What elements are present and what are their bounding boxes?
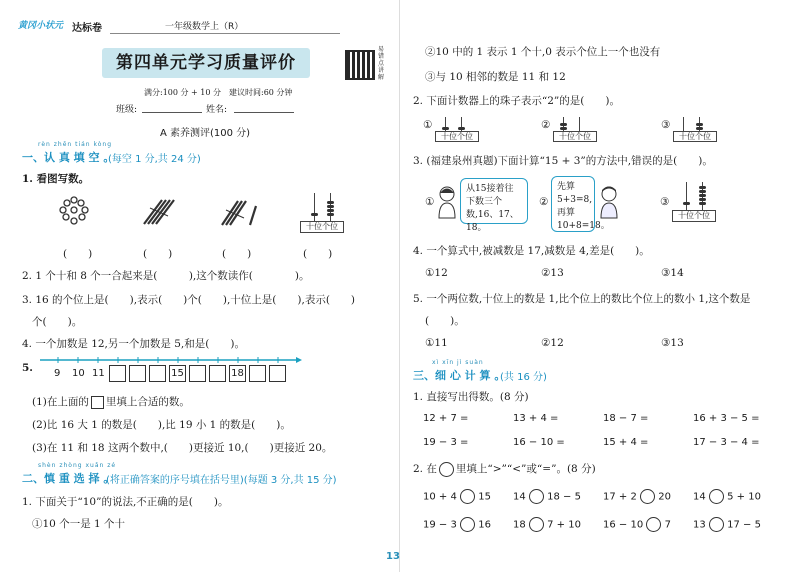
p2-q4-opt1[interactable]: ①12 [425, 267, 448, 279]
nl-box-15: 15 [169, 365, 186, 382]
calc-r1-c2[interactable]: 13 + 4 = [513, 413, 559, 424]
q3-opt3-label[interactable]: ③ [660, 196, 670, 208]
brand-logo: 黄冈小状元 [18, 21, 64, 31]
p1-q5-label: 5. [22, 362, 33, 374]
q3-abacus: 十位个位 [672, 182, 716, 224]
inline-box-icon [91, 396, 104, 409]
p2-q5-opt1[interactable]: ①11 [425, 337, 448, 349]
p3-q2 [413, 461, 596, 477]
q2-option-1[interactable]: ① 十位个位 [423, 117, 483, 143]
part2-pinyin: shèn zhòng xuǎn zé [38, 462, 117, 469]
child-avatar-1-icon [436, 185, 458, 219]
q2-option-3[interactable]: ③ 十位个位 [661, 117, 721, 143]
nl-box-19[interactable] [249, 365, 266, 382]
part2-note: (将正确答案的序号填在括号里)(每题 3 分,共 15 分) [106, 475, 337, 486]
part1-pinyin: rèn zhēn tián kòng [38, 141, 113, 148]
q2-option-2[interactable]: ② 十位个位 [541, 117, 601, 143]
cmp-r1-c1: 10 + 4 15 [423, 489, 491, 504]
calc-r1-c4[interactable]: 16 + 3 − 5 = [693, 413, 760, 424]
p2-q4-opt3[interactable]: ③14 [661, 267, 684, 279]
calc-r2-c3[interactable]: 15 + 4 = [603, 437, 649, 448]
stick-bundle-extra-icon [218, 198, 260, 228]
p2-q2: 2. 下面计数器上的珠子表示“2”的是( )。 [413, 95, 620, 107]
subject-label: 一年级数学上（R） [165, 22, 244, 32]
cmp-circle[interactable] [529, 489, 544, 504]
nl-box-14[interactable] [149, 365, 166, 382]
cmp-circle[interactable] [460, 489, 475, 504]
p2-q1-opt2[interactable]: ②10 中的 1 表示 1 个十,0 表示个位上一个也没有 [425, 46, 661, 58]
calc-r1-c1[interactable]: 12 + 7 = [423, 413, 469, 424]
nl-9: 9 [54, 368, 61, 379]
cmp-r2-c4: 13 17 − 5 [693, 517, 761, 532]
p1-q3a: 3. 16 的个位上是( ),表示( )个( ),十位上是( ),表示( ) [22, 294, 356, 306]
p1-q5-3: (3)在 11 和 18 这两个数中,( )更接近 10,( )更接近 20。 [32, 442, 333, 454]
cmp-r1-c3: 17 + 2 20 [603, 489, 671, 504]
stick-bundle-icon [140, 198, 176, 226]
p2-q1-opt3[interactable]: ③与 10 相邻的数是 11 和 12 [425, 71, 566, 83]
p2-q5-opt3[interactable]: ③13 [661, 337, 684, 349]
p1-q1: 1. 看图写数。 [22, 173, 90, 185]
part3-pinyin: xì xīn jì suàn [432, 359, 484, 366]
section-a-title: A 素养测评(100 分) [160, 128, 251, 139]
q3-opt1-label[interactable]: ① [425, 196, 435, 208]
cmp-r2-c2: 18 7 + 10 [513, 517, 581, 532]
nl-box-16[interactable] [189, 365, 206, 382]
part2-title: 二、慎 重 选 择 。 [22, 472, 115, 485]
part3-note: (共 16 分) [500, 372, 547, 383]
part3-title: 三、细 心 计 算 。 [413, 369, 506, 382]
cmp-circle[interactable] [709, 489, 724, 504]
cmp-circle[interactable] [646, 517, 661, 532]
q3-opt2-label[interactable]: ② [539, 196, 549, 208]
nl-box-17[interactable] [209, 365, 226, 382]
nl-11: 11 [92, 368, 105, 379]
cmp-r2-c3: 16 − 10 7 [603, 517, 671, 532]
cmp-r2-c1: 19 − 3 16 [423, 517, 491, 532]
q1-blank-1[interactable]: ( ) [63, 248, 93, 260]
score-info: 满分:100 分 + 10 分 建议时间:60 分钟 [144, 88, 293, 97]
p3-q1: 1. 直接写出得数。(8 分) [413, 391, 529, 403]
page-title: 第四单元学习质量评价 [102, 48, 310, 78]
cmp-r1-c4: 14 5 + 10 [693, 489, 761, 504]
p1-q5-1 [32, 394, 190, 409]
part1-note: (每空 1 分,共 24 分) [108, 154, 201, 165]
p2-q3: 3. (福建泉州真题)下面计算“15 + 3”的方法中,错误的是( )。 [413, 155, 713, 167]
number-line [40, 356, 302, 364]
p2-q1: 1. 下面关于“10”的说法,不正确的是( )。 [22, 496, 229, 508]
cmp-circle[interactable] [529, 517, 544, 532]
header-rule [110, 33, 340, 34]
p2-q5a: 5. 一个两位数,十位上的数是 1,比个位上的数比个位上的数小 1,这个数是 [413, 293, 751, 305]
p1-q4: 4. 一个加数是 12,另一个加数是 5,和是( )。 [22, 338, 245, 350]
stick-ring-icon [58, 196, 90, 226]
p2-q1-opt1[interactable]: ①10 个一是 1 个十 [32, 518, 126, 530]
p2-q4-opt2[interactable]: ②13 [541, 267, 564, 279]
abacus-q1: 十位个位 [300, 193, 344, 235]
part1-title: 一、认 真 填 空 。 [22, 151, 115, 164]
nl-box-12[interactable] [109, 365, 126, 382]
name-label: 姓名: [206, 105, 228, 115]
page-number: 13 [386, 551, 400, 562]
calc-r2-c4[interactable]: 17 − 3 − 4 = [693, 437, 760, 448]
p2-q4: 4. 一个算式中,被减数是 17,减数是 4,差是( )。 [413, 245, 650, 257]
nl-box-18: 18 [229, 365, 246, 382]
p1-q5-1-text-b: 里填上合适的数。 [105, 396, 190, 408]
cmp-r1-c2: 14 18 − 5 [513, 489, 581, 504]
qr-label: 易错点讲解 [378, 46, 385, 81]
class-label: 班级: [116, 105, 138, 115]
series-label: 达标卷 [72, 23, 102, 34]
q3-bubble-2: 先算5+3=8,再算10+8=18。 [551, 176, 595, 232]
name-field[interactable] [234, 112, 294, 113]
calc-r2-c2[interactable]: 16 − 10 = [513, 437, 565, 448]
q1-blank-3[interactable]: ( ) [222, 248, 252, 260]
child-avatar-2-icon [598, 185, 620, 219]
p1-q3b: 个( )。 [32, 316, 83, 328]
cmp-circle[interactable] [709, 517, 724, 532]
p1-q2: 2. 1 个十和 8 个一合起来是( ),这个数读作( )。 [22, 270, 310, 282]
q1-blank-2[interactable]: ( ) [143, 248, 173, 260]
nl-box-20[interactable] [269, 365, 286, 382]
p2-q5-opt2[interactable]: ②12 [541, 337, 564, 349]
p3-q2-text-b: 里填上“>”“<”或“=”。(8 分) [455, 463, 596, 475]
p3-q2-text: 2. 在 [413, 463, 437, 475]
p1-q5-1-text: (1)在上面的 [32, 396, 89, 408]
calc-r2-c1[interactable]: 19 − 3 = [423, 437, 469, 448]
cmp-circle[interactable] [460, 517, 475, 532]
q3-bubble-1: 从15接着往下数三个数,16、17、18。 [460, 178, 528, 224]
p1-q5-2: (2)比 16 大 1 的数是( ),比 19 小 1 的数是( )。 [32, 419, 291, 431]
qr-code-icon[interactable] [345, 50, 375, 80]
cmp-circle[interactable] [640, 489, 655, 504]
nl-10: 10 [72, 368, 85, 379]
q1-blank-4[interactable]: ( ) [303, 248, 333, 260]
nl-box-13[interactable] [129, 365, 146, 382]
page-gutter [399, 0, 400, 572]
p2-q5b: ( )。 [425, 315, 465, 327]
class-field[interactable] [142, 112, 202, 113]
calc-r1-c3[interactable]: 18 − 7 = [603, 413, 649, 424]
circle-icon [439, 462, 454, 477]
